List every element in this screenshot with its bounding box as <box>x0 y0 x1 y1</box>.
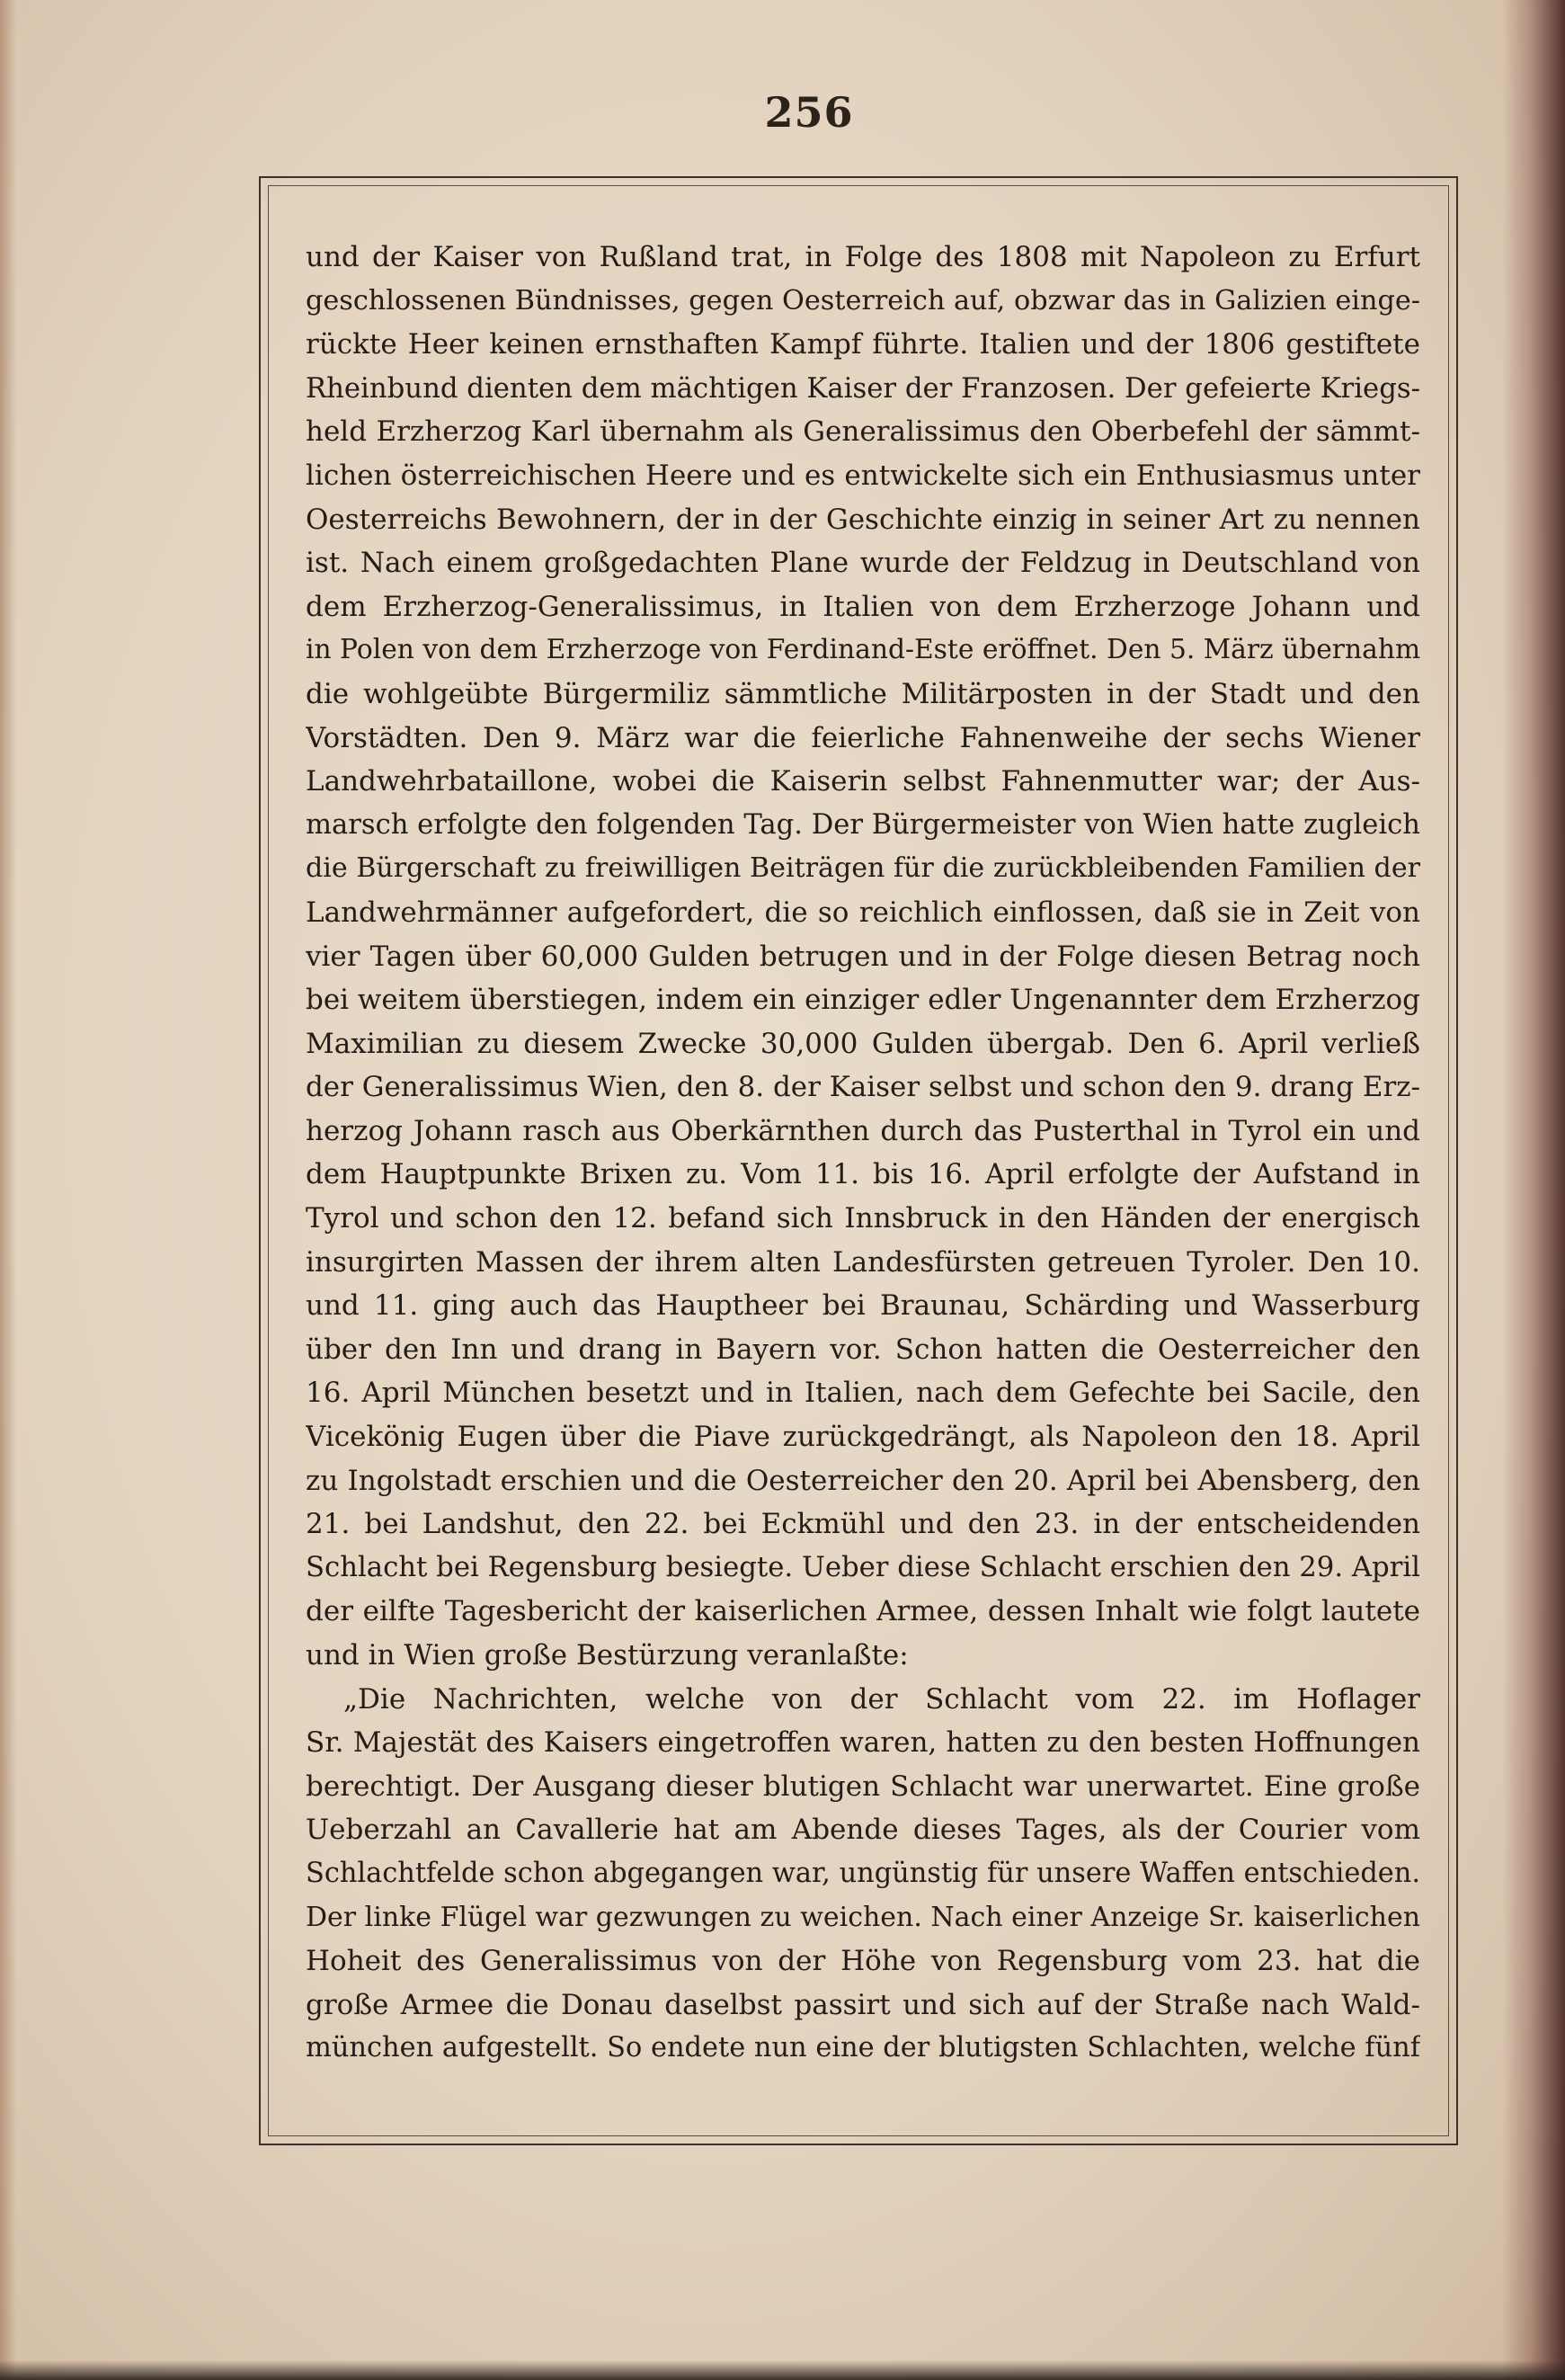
text-line: über den Inn und drang in Bayern vor. Schon hatten die Oesterreicher den <box>306 1333 1420 1366</box>
text-line: Tyrol und schon den 12. befand sich Innsbruck in den Händen der energisch <box>306 1202 1420 1235</box>
quote-line: Hoheit des Generalissimus von der Höhe von Regensburg vom 23. hat die <box>306 1945 1420 1978</box>
quote-line: große Armee die Donau daselbst passirt und sich auf der Straße nach Wald- <box>306 1988 1420 2021</box>
text-line: und in Wien große Bestürzung veranlaßte: <box>306 1639 909 1671</box>
quote-line: Ueberzahl an Cavallerie hat am Abende dieses Tages, als der Courier vom <box>306 1814 1420 1847</box>
text-line: Vicekönig Eugen über die Piave zurückgedrängt, als Napoleon den 18. April <box>306 1421 1420 1454</box>
page-left-edge <box>0 0 16 2380</box>
quote-line: Sr. Majestät des Kaisers eingetroffen waren, hatten zu den besten Hoffnungen <box>306 1726 1420 1760</box>
text-line: und der Kaiser von Rußland trat, in Folge des 1808 mit Napoleon zu Erfurt <box>306 241 1420 273</box>
quote-line: „Die Nachrichten, welche von der Schlacht vom 22. im Hoflager <box>343 1682 1420 1716</box>
text-line: marsch erfolgte den folgenden Tag. Der Bürgermeister von Wien hatte zugleich <box>306 808 1420 841</box>
text-line: der eilfte Tagesbericht der kaiserlichen Armee, dessen Inhalt wie folgt lautete <box>306 1595 1420 1628</box>
text-line: rückte Heer keinen ernsthaften Kampf führte. Italien und der 1806 gestiftete <box>306 328 1420 361</box>
quote-line: münchen aufgestellt. So endete nun eine der blutigsten Schlachten, welche fünf <box>306 2032 1420 2064</box>
quote-line: Schlachtfelde schon abgegangen war, ungünstig für unsere Waffen entschieden. <box>306 1857 1420 1889</box>
text-line: ist. Nach einem großgedachten Plane wurde der Feldzug in Deutschland von <box>306 547 1420 580</box>
text-line: Vorstädten. Den 9. März war die feierliche Fahnenweihe der sechs Wiener <box>306 721 1420 754</box>
text-line: bei weitem überstiegen, indem ein einziger edler Ungenannter dem Erzherzog <box>306 984 1420 1017</box>
text-line: die Bürgerschaft zu freiwilligen Beiträgen für die zurückbleibenden Familien der <box>306 852 1420 885</box>
text-line: der Generalissimus Wien, den 8. der Kaiser selbst und schon den 9. drang Erz- <box>306 1071 1420 1104</box>
quote-line: Der linke Flügel war gezwungen zu weichen. Nach einer Anzeige Sr. kaiserlichen <box>306 1901 1420 1933</box>
quote-line: berechtigt. Der Ausgang dieser blutigen Schlacht war unerwartet. Eine große <box>306 1769 1420 1803</box>
text-line: Landwehrbataillone, wobei die Kaiserin selbst Fahnenmutter war; der Aus- <box>306 765 1420 798</box>
text-line: held Erzherzog Karl übernahm als Generalissimus den Oberbefehl der sämmt- <box>306 415 1420 449</box>
text-line: zu Ingolstadt erschien und die Oesterreicher den 20. April bei Abensberg, den <box>306 1464 1420 1497</box>
body-text <box>306 236 1420 2071</box>
text-line: Maximilian zu diesem Zwecke 30,000 Gulden übergab. Den 6. April verließ <box>306 1027 1420 1060</box>
text-line: Schlacht bei Regensburg besiegte. Ueber diese Schlacht erschien den 29. April <box>306 1551 1420 1583</box>
text-line: dem Hauptpunkte Brixen zu. Vom 11. bis 16. April erfolgte der Aufstand in <box>306 1158 1420 1191</box>
text-line: Landwehrmänner aufgefordert, die so reichlich einflossen, daß sie in Zeit von <box>306 896 1420 929</box>
text-line: insurgirten Massen der ihrem alten Landesfürsten getreuen Tyroler. Den 10. <box>306 1245 1420 1279</box>
page-bottom-edge <box>0 2360 1565 2380</box>
text-line: geschlossenen Bündnisses, gegen Oesterreich auf, obzwar das in Galizien einge- <box>306 284 1420 316</box>
text-line: lichen österreichischen Heere und es entwickelte sich ein Enthusiasmus unter <box>306 459 1420 492</box>
text-line: die wohlgeübte Bürgermiliz sämmtliche Militärposten in der Stadt und den <box>306 677 1420 710</box>
text-line: Rheinbund dienten dem mächtigen Kaiser der Franzosen. Der gefeierte Kriegs- <box>306 371 1420 405</box>
binding-shadow <box>1502 0 1565 2380</box>
text-line: dem Erzherzog-Generalissimus, in Italien von dem Erzherzoge Johann und <box>306 590 1420 623</box>
text-line: 21. bei Landshut, den 22. bei Eckmühl und den 23. in der entscheidenden <box>306 1508 1420 1541</box>
page-number: 256 <box>764 88 854 137</box>
text-line: und 11. ging auch das Hauptheer bei Braunau, Schärding und Wasserburg <box>306 1289 1420 1323</box>
text-line: vier Tagen über 60,000 Gulden betrugen und in der Folge diesen Betrag noch <box>306 940 1420 973</box>
text-line: Oesterreichs Bewohnern, der in der Geschichte einzig in seiner Art zu nennen <box>306 503 1420 536</box>
text-line: 16. April München besetzt und in Italien, nach dem Gefechte bei Sacile, den <box>306 1377 1420 1410</box>
text-line: in Polen von dem Erzherzoge von Ferdinand-Este eröffnet. Den 5. März übernahm <box>306 634 1420 666</box>
text-line: herzog Johann rasch aus Oberkärnthen durch das Pusterthal in Tyrol ein und <box>306 1114 1420 1147</box>
